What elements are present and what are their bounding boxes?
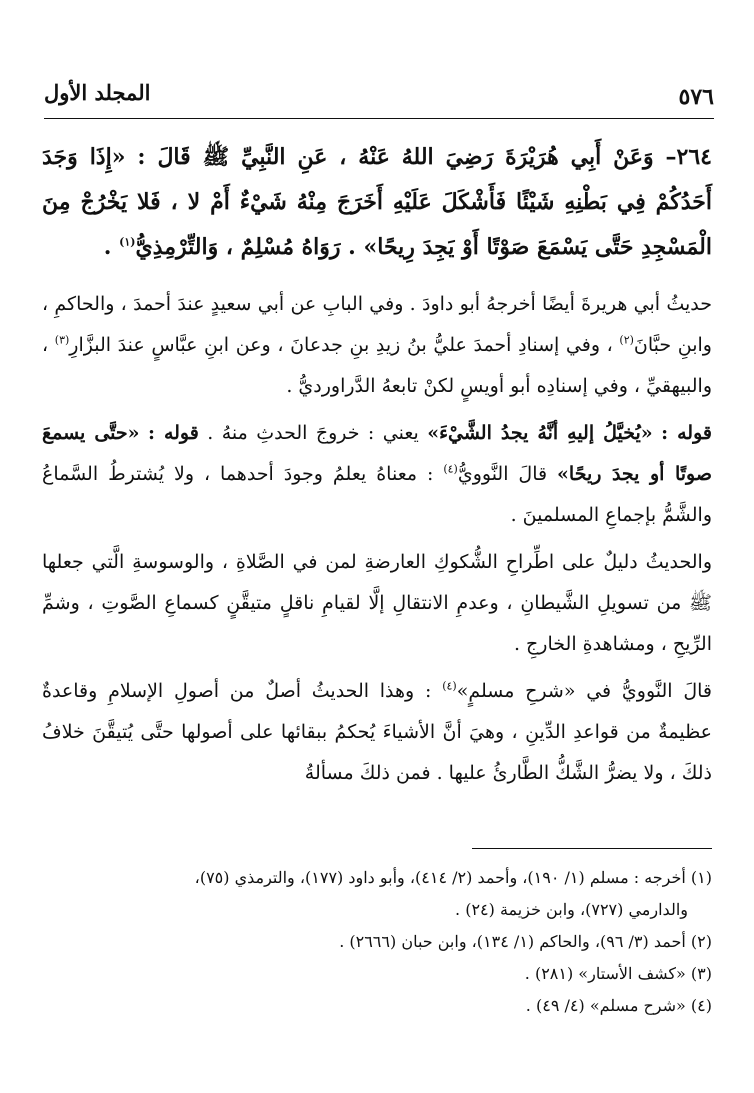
footnote-1-line-1: (١) أخرجه : مسلم (١/ ١٩٠)، وأحمد (٢/ ٤١٤)، وأبو داود (١٧٧)، والترمذي (٧٥)، xyxy=(194,868,712,887)
main-text xyxy=(42,135,712,800)
hadith-text xyxy=(42,135,712,270)
footnote-ref-2: (٢) xyxy=(619,333,634,347)
paragraph-2-part-a: يعني : خروجَ الحدثِ منهُ . xyxy=(207,422,419,444)
footnotes xyxy=(42,862,712,1022)
paragraph-2 xyxy=(42,413,712,536)
qawl-label-1: قوله : xyxy=(661,422,712,444)
footnote-ref-3: (٣) xyxy=(54,333,70,347)
paragraph-1-part-b: ، وفي إسنادِ أحمدَ عليُّ بنُ زيدِ بنِ جدعانَ ، وعن ابنِ عبَّاسٍ عندَ البزَّارِ xyxy=(69,334,613,356)
footnote-1-line-2: والدارمي (٧٢٧)، وابن خزيمة (٢٤) . xyxy=(455,900,688,919)
paragraph-2-part-b: قالَ النَّوويُّ xyxy=(457,463,548,485)
volume-title: المجلد الأول xyxy=(44,80,151,105)
paragraph-2-part-c: : معناهُ يعلمُ وجودَ أحدهما ، ولا يُشترطُ السَّماعُ والشَّمُّ بإجماعِ المسلمينَ . xyxy=(42,463,712,526)
footnote-divider xyxy=(472,848,712,849)
paragraph-3: والحديثُ دليلٌ على اطِّراحِ الشُّكوكِ العارضةِ لمن في الصَّلاةِ ، والوسوسةِ الَّتي جعلها ﷺ من تسويلِ الشَّيطانِ ، وعدمِ الانتقالِ إلَّا لقيامِ ناقلٍ متيقَّنٍ كسماعِ الصَّوتِ ، وشمِّ الرِّيحِ ، ومشاهدةِ الخارجِ . xyxy=(42,551,712,655)
hadith-body: ٢٦٤– وَعَنْ أَبِي هُرَيْرَةَ رَضِيَ اللهُ عَنْهُ ، عَنِ النَّبِيِّ ﷺ قَالَ : «إِذَا وَجَدَ أَحَدُكُمْ فِي بَطْنِهِ شَيْئًا فَأَشْكَلَ عَلَيْهِ أَخَرَجَ مِنْهُ شَيْءٌ أَمْ لا ، فَلا يَخْرُجْ مِنَ الْمَسْجِدِ حَتَّى يَسْمَعَ صَوْتًا أَوْ يَجِدَ رِيحًا» . رَوَاهُ مُسْلِمٌ ، وَالتِّرْمِذِيُّ xyxy=(42,144,712,260)
footnote-ref-4b: (٤) xyxy=(442,679,457,693)
paragraph-4 xyxy=(42,671,712,794)
footnote-ref-4: (٤) xyxy=(443,462,458,476)
qawl-label-2: قوله : xyxy=(147,422,199,444)
footnote-3: (٣) «كشف الأستار» (٢٨١) . xyxy=(524,964,712,983)
footnote-2: (٢) أحمد (٣/ ٩٦)، والحاكم (١/ ١٣٤)، وابن حبان (٢٦٦٦) . xyxy=(339,932,712,951)
footnote-ref-1: (١) xyxy=(119,235,136,249)
running-header xyxy=(44,78,714,119)
paragraph-4-part-a: قالَ النَّوويُّ في «شرحِ مسلمٍ» xyxy=(456,680,713,702)
quoted-phrase-2: «حتَّى يسمعَ صوتًا أو يجدَ ريحًا» xyxy=(42,422,712,485)
paragraph-1 xyxy=(42,284,712,407)
page-number: ٥٧٦ xyxy=(678,84,714,110)
paragraph-4-part-b: : وهذا الحديثُ أصلٌ من أصولِ الإسلامِ وقاعدةٌ عظيمةٌ من قواعدِ الدِّينِ ، وهيَ أنَّ الأشياءَ يُحكمُ ببقائها على أصولها حتَّى يُتيقَّنَ خلافُ ذلكَ ، ولا يضرُّ الشَّكُّ الطَّارئُ عليها . فمن ذلكَ مسألةُ xyxy=(42,680,712,784)
quoted-phrase-1: «يُخيَّلُ إليهِ أنَّهُ يجدُ الشَّيْءَ» xyxy=(427,422,653,444)
footnote-4: (٤) «شرح مسلم» (٤/ ٤٩) . xyxy=(525,996,712,1015)
paragraph-1-part-a: حديثُ أبي هريرةَ أيضًا أخرجهُ أبو داودَ . وفي البابِ عن أبي سعيدٍ عندَ أحمدَ ، والحاكمِ ، وابنِ حبَّانَ xyxy=(42,293,712,356)
paragraph-1-part-c: ، والبيهقيِّ ، وفي إسنادِه أبو أويسٍ لكنْ تابعهُ الدَّراورديُّ . xyxy=(42,334,712,397)
hadith-end: . xyxy=(103,234,120,260)
